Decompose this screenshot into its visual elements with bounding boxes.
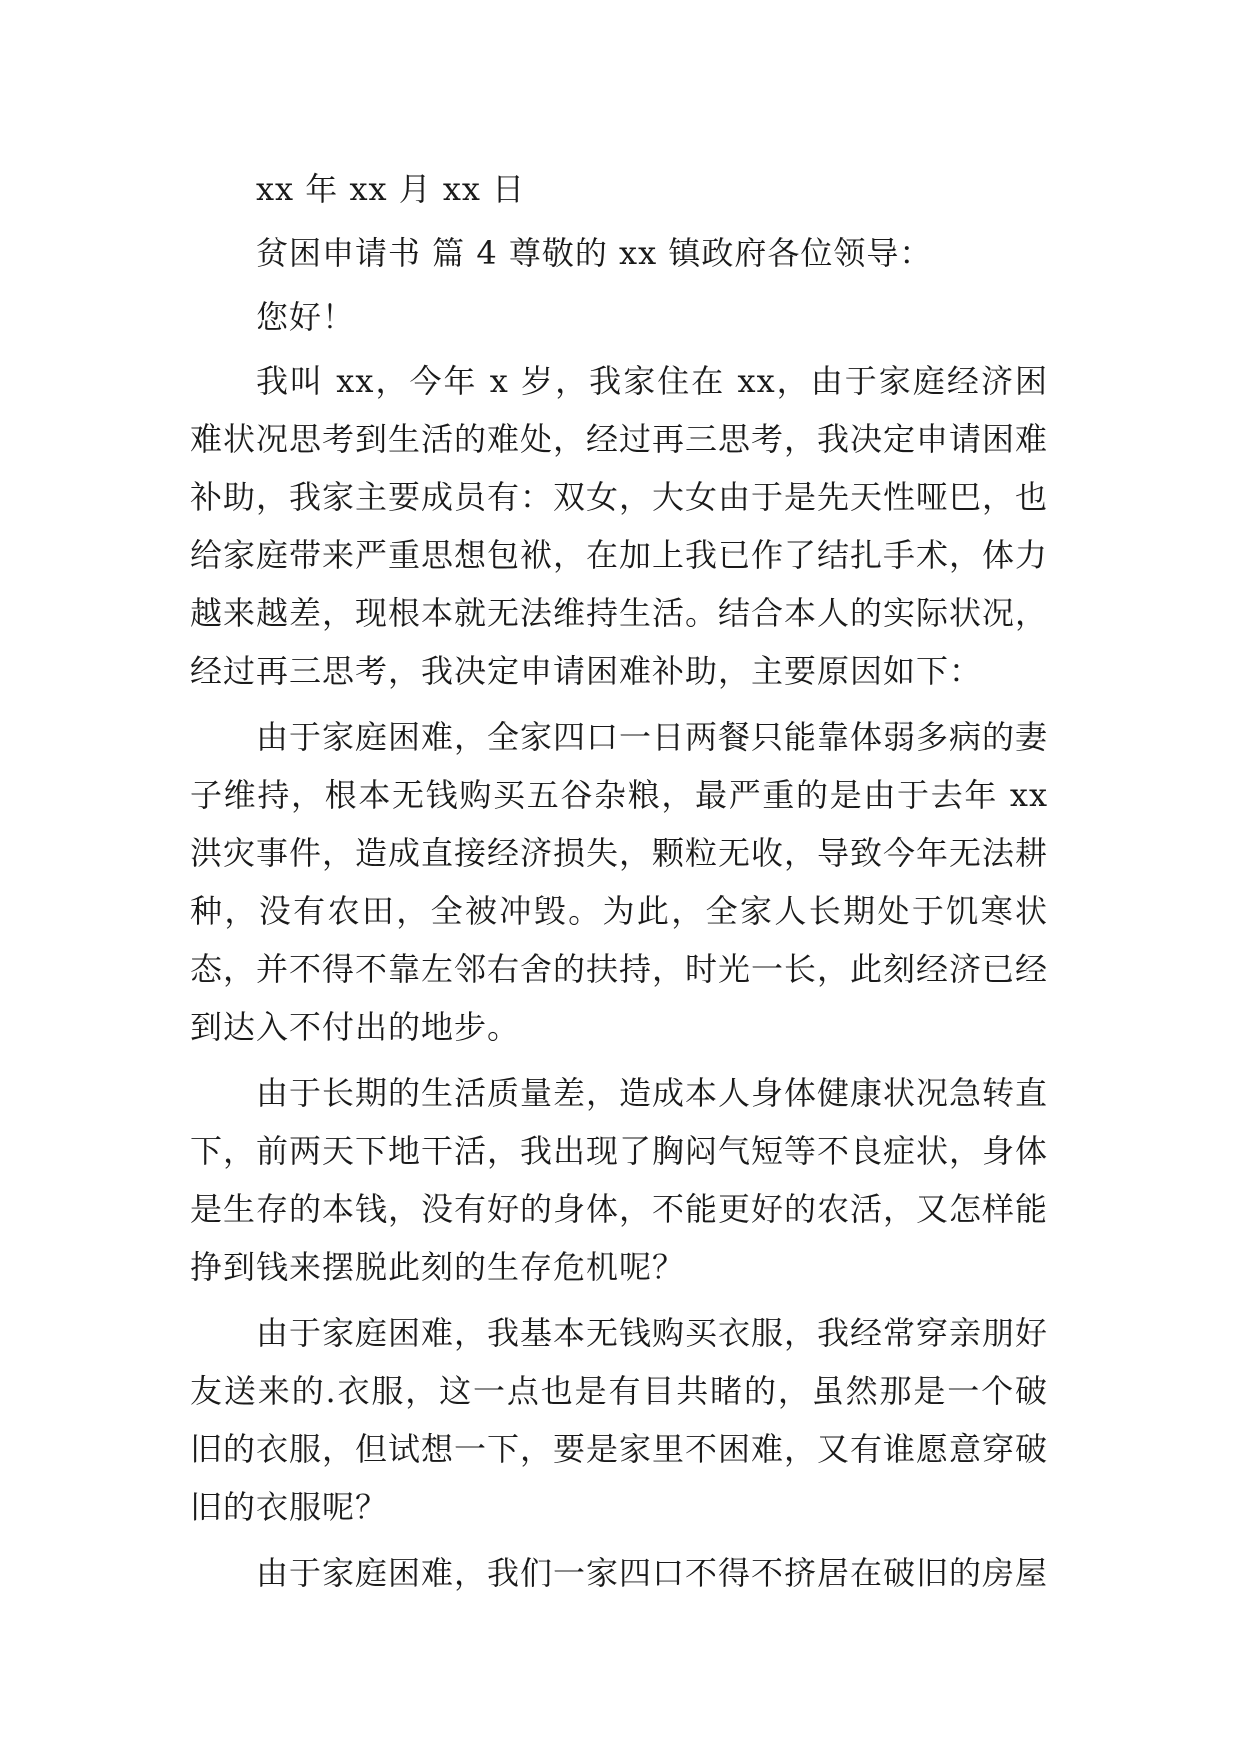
title-line: 贫困申请书 篇 4 尊敬的 xx 镇政府各位领导： <box>256 234 933 272</box>
paragraph: 由于家庭困难，我们一家四口不得不挤居在破旧的房屋 <box>256 1554 1049 1592</box>
date-line: xx 年 xx 月 xx 日 <box>256 170 526 208</box>
paragraph: 由于家庭困难，我基本无钱购买衣服，我经常穿亲朋好友送来的.衣服，这一点也是有目共睹的，虽然那是一个破旧的衣服，但试想一下，要是家里不困难，又有谁愿意穿破旧的衣服呢？ <box>190 1314 1049 1526</box>
greeting: 您好！ <box>256 298 356 336</box>
paragraph: 由于长期的生活质量差，造成本人身体健康状况急转直下，前两天下地干活，我出现了胸闷气短等不良症状，身体是生存的本钱，没有好的身体，不能更好的农活，又怎样能挣到钱来摆脱此刻的生存危机呢？ <box>190 1074 1049 1286</box>
document-body <box>190 160 1048 1610</box>
paragraph: 由于家庭困难，全家四口一日两餐只能靠体弱多病的妻子维持，根本无钱购买五谷杂粮，最严重的是由于去年 xx 洪灾事件，造成直接经济损失，颗粒无收，导致今年无法耕种，没有农田，全被冲毁。为此，全家人长期处于饥寒状态，并不得不靠左邻右舍的扶持，时光一长，此刻经济已经到达入不付出的地步。 <box>190 718 1049 1046</box>
paragraph: 我叫 xx，今年 x 岁，我家住在 xx，由于家庭经济困难状况思考到生活的难处，经过再三思考，我决定申请困难补助，我家主要成员有：双女，大女由于是先天性哑巴，也给家庭带来严重思想包袱，在加上我已作了结扎手术，体力越来越差，现根本就无法维持生活。结合本人的实际状况，经过再三思考，我决定申请困难补助，主要原因如下： <box>190 362 1049 690</box>
